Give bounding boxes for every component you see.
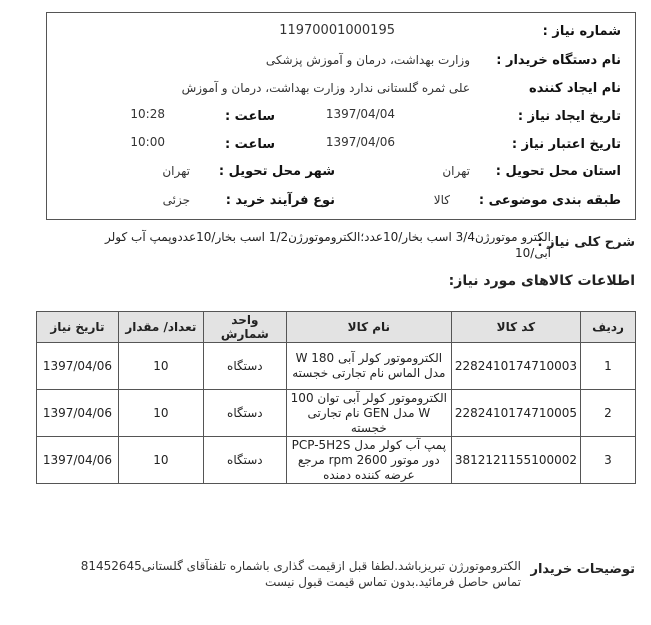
goods-date: 1397/04/06 <box>37 343 119 390</box>
goods-name: الکتروموتور کولر آبی 180 W مدل الماس نام تجارتی خجسته <box>286 343 451 390</box>
goods-date: 1397/04/06 <box>37 390 119 437</box>
province-value: تهران <box>442 164 470 178</box>
table-row <box>37 437 636 484</box>
goods-unit: دستگاه <box>203 437 286 484</box>
created-time-value: 10:28 <box>130 107 165 121</box>
buyer-notes-label: توضیحات خریدار <box>530 562 635 577</box>
col-unit-header: واحد شمارش <box>203 312 286 343</box>
valid-time-value: 10:00 <box>130 135 165 149</box>
valid-date-label: تاریخ اعتبار نیاز : <box>511 137 621 152</box>
creator-label: نام ایجاد کننده <box>529 81 621 96</box>
created-time-label: ساعت : <box>224 109 275 124</box>
province-label: استان محل تحویل : <box>495 164 621 179</box>
col-qty-header: تعداد/ مقدار <box>118 312 203 343</box>
valid-time-label: ساعت : <box>224 137 275 152</box>
goods-code: 3812121155100002 <box>451 437 580 484</box>
created-date-value: 1397/04/04 <box>325 107 395 121</box>
city-value: تهران <box>162 164 190 178</box>
goods-unit: دستگاه <box>203 343 286 390</box>
summary-label: شرح کلی نیاز : <box>537 235 635 250</box>
need-number-value: 1197000100019​5 <box>279 23 395 38</box>
table-row <box>37 390 636 437</box>
goods-date: 1397/04/06 <box>37 437 119 484</box>
goods-code: 2282410174710005 <box>451 390 580 437</box>
goods-unit: دستگاه <box>203 390 286 437</box>
need-info-box <box>46 12 636 220</box>
need-number-label: شماره نیاز : <box>542 24 621 39</box>
goods-name: پمپ آب کولر مدل PCP-5H2S دور موتور 2600 rpm مرجع عرضه کننده دمنده <box>286 437 451 484</box>
goods-qty: 10 <box>118 390 203 437</box>
goods-qty: 10 <box>118 437 203 484</box>
goods-table-header <box>37 312 636 343</box>
process-label: نوع فرآیند خرید : <box>225 193 335 208</box>
buyer-org-label: نام دستگاه خریدار : <box>496 53 621 68</box>
valid-date-value: 1397/04/06 <box>325 135 395 149</box>
col-date-header: تاریخ نیاز <box>37 312 119 343</box>
created-date-label: تاریخ ایجاد نیاز : <box>517 109 621 124</box>
col-name-header: نام کالا <box>286 312 451 343</box>
summary-value: الکترو موتورژن3/4 اسب بخار/10عدد؛الکتروموتورژن1/2 اسب بخار/10عددوپمپ آب کولر آبی/10 <box>105 230 551 260</box>
city-label: شهر محل تحویل : <box>218 164 335 179</box>
buyer-org-value: وزارت بهداشت، درمان و آموزش پزشکی <box>265 53 470 67</box>
goods-section-title: اطلاعات کالاهای مورد نیاز: <box>448 273 635 289</box>
col-row-header: ردیف <box>581 312 636 343</box>
buyer-notes-value: الکتروموتورژن تبریزباشد.لطفا قبل ازقیمت گذاری باشماره تلفنآقای گلستانی81452645 تماس حاصل فرمائید.بدون تماس قیمت قبول نیست <box>80 559 521 589</box>
goods-table <box>36 311 636 484</box>
row-number: 1 <box>581 343 636 390</box>
creator-value: علی ثمره گلستانی ندارد وزارت بهداشت، درمان و آموزش <box>181 81 470 95</box>
process-value: جزئی <box>162 193 190 207</box>
table-row <box>37 343 636 390</box>
row-number: 2 <box>581 390 636 437</box>
goods-name: الکتروموتور کولر آبی توان 100 W مدل GEN نام تجارتی خجسته <box>286 390 451 437</box>
col-code-header: کد کالا <box>451 312 580 343</box>
category-label: طبقه بندی موضوعی : <box>478 193 621 208</box>
row-number: 3 <box>581 437 636 484</box>
category-value: کالا <box>433 193 450 207</box>
goods-code: 2282410174710003 <box>451 343 580 390</box>
goods-qty: 10 <box>118 343 203 390</box>
